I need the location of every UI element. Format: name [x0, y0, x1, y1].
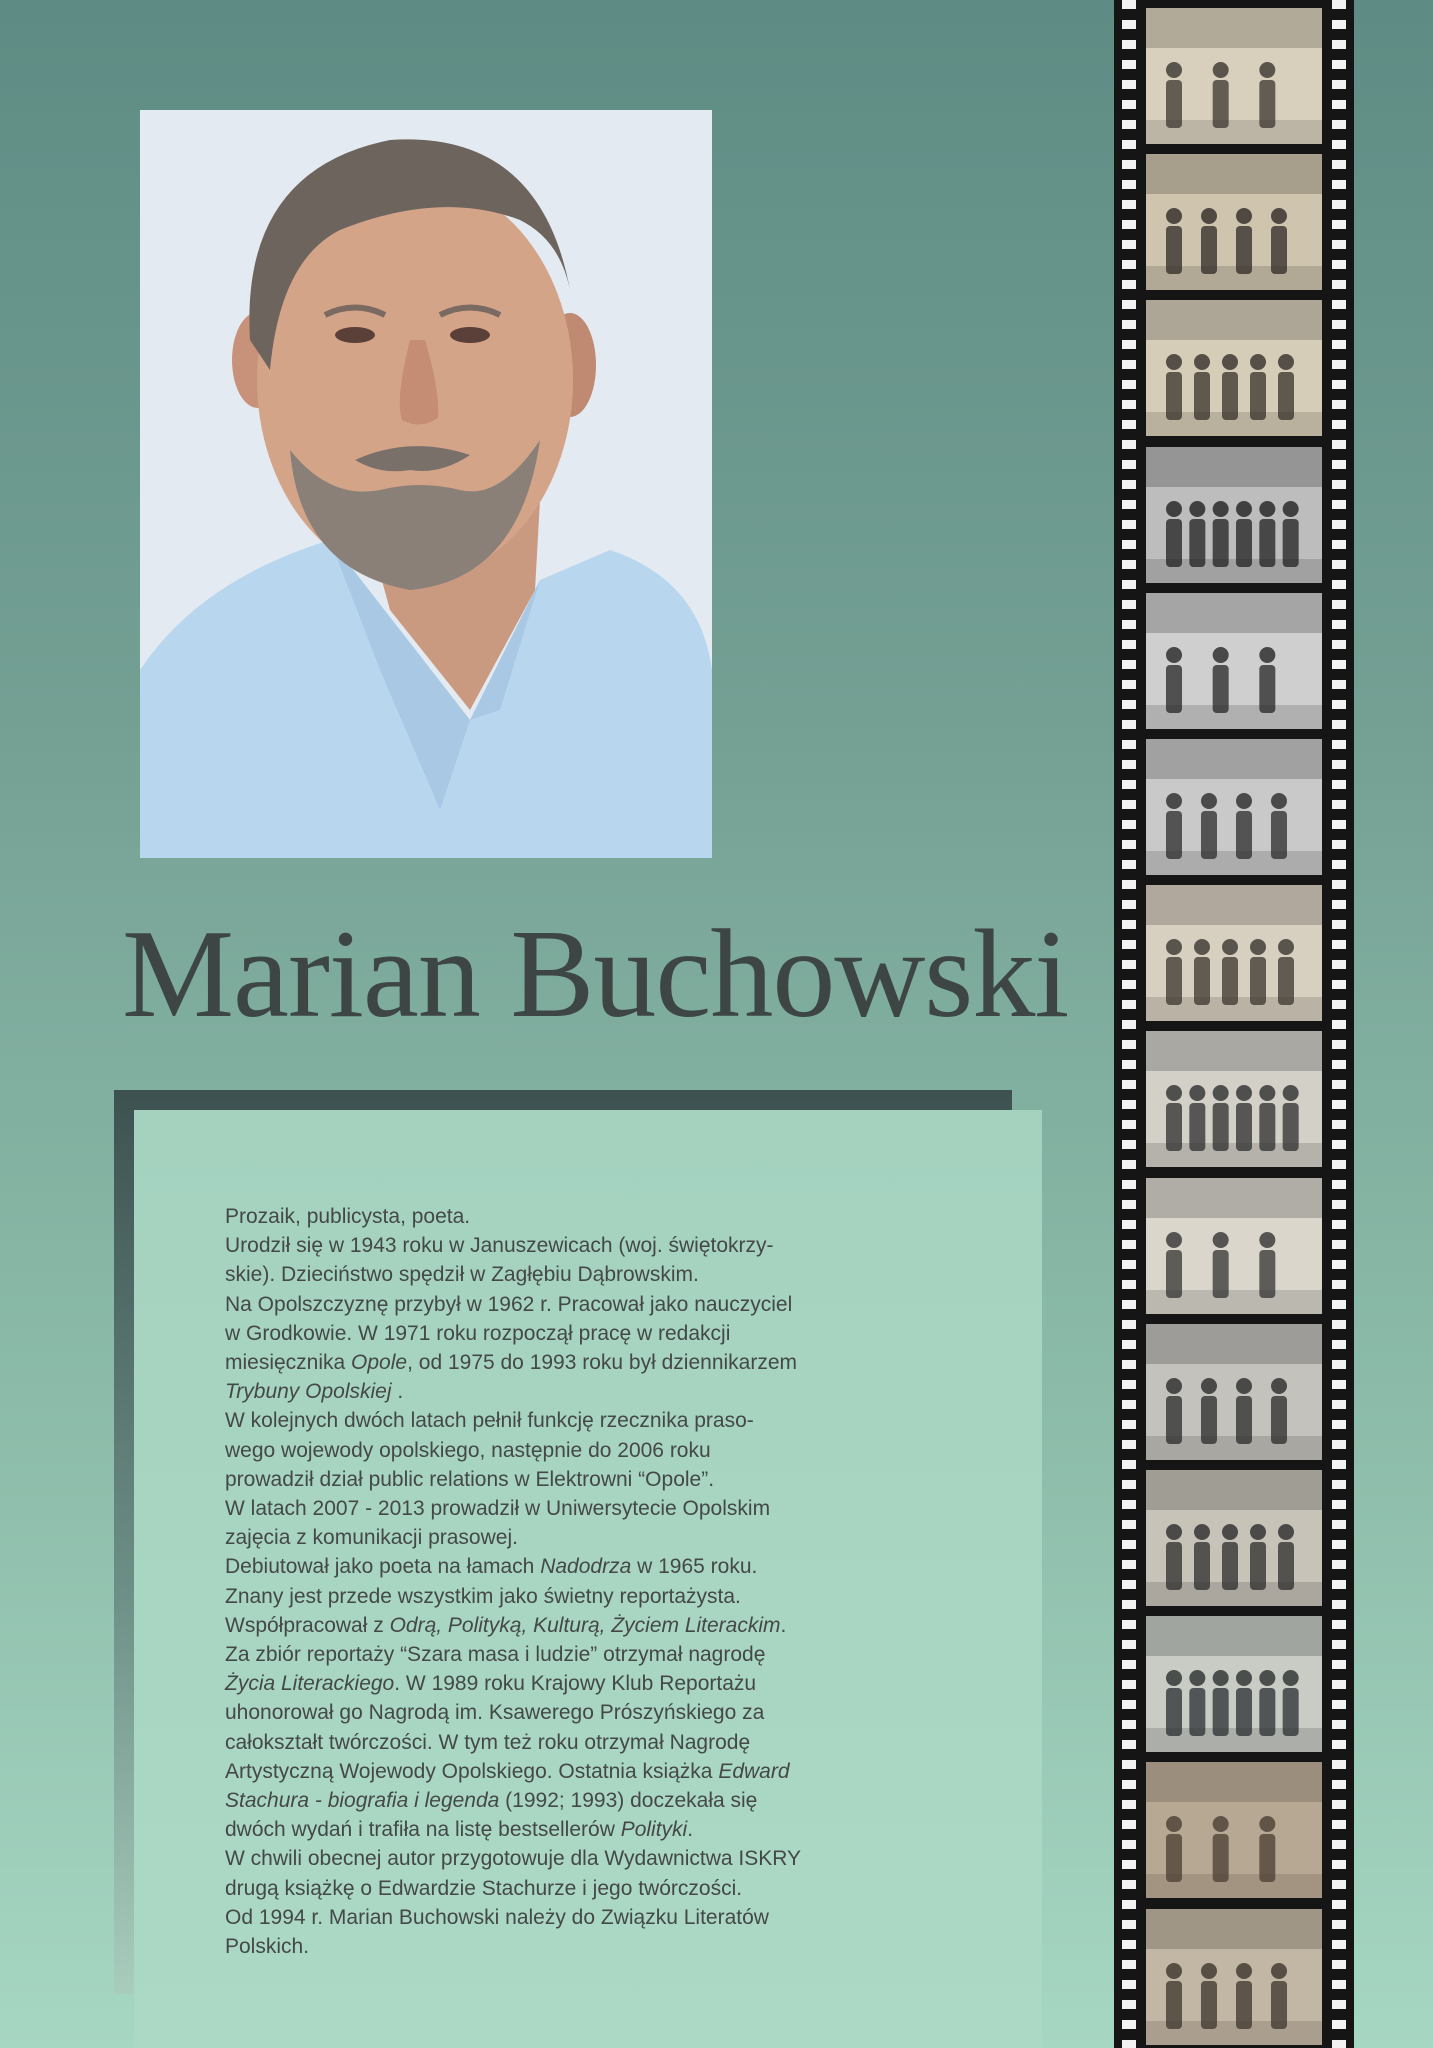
archival-photo-frame	[1146, 593, 1322, 729]
film-perforation-left	[1122, 0, 1136, 2048]
archival-photo-frame	[1146, 1031, 1322, 1167]
bio-line: drugą książkę o Edwardzie Stachurze i jego twórczości.	[225, 1876, 743, 1900]
archival-photo-frame	[1146, 447, 1322, 583]
bio-italic-title: Edward	[718, 1759, 790, 1783]
bio-line: skie). Dzieciństwo spędził w Zagłębiu Dąbrowskim.	[225, 1263, 699, 1287]
film-perforation-right	[1332, 0, 1346, 2048]
bio-line: Urodził się w 1943 roku w Januszewicach (woj. świętokrzy-	[225, 1234, 774, 1258]
bio-text: Artystyczną Wojewody Opolskiego. Ostatnia książka	[225, 1759, 719, 1783]
bio-text: Współpracował z	[225, 1613, 390, 1637]
bio-line: uhonorował go Nagrodą im. Ksawerego Prószyńskiego za	[225, 1701, 765, 1725]
bio-line: Od 1994 r. Marian Buchowski należy do Związku Literatów	[225, 1905, 769, 1929]
archival-photo-frame	[1146, 1616, 1322, 1752]
bio-line: W kolejnych dwóch latach pełnił funkcję rzecznika praso-	[225, 1409, 754, 1433]
bio-italic-title: Opole	[351, 1351, 408, 1375]
bio-italic-title: Stachura - biografia i legenda	[225, 1789, 500, 1813]
bio-text: . W 1989 roku Krajowy Klub Reportażu	[394, 1672, 757, 1696]
archival-photo-frame	[1146, 1324, 1322, 1460]
bio-line: Na Opolszczyznę przybył w 1962 r. Pracował jako nauczyciel	[225, 1292, 793, 1316]
bio-line	[225, 1669, 945, 1698]
bio-line: Polskich.	[225, 1935, 310, 1959]
archival-photo-frame	[1146, 300, 1322, 436]
bio-line	[225, 1348, 945, 1377]
bio-line	[225, 1786, 945, 1815]
bio-line: Znany jest przede wszystkim jako świetny reportażysta.	[225, 1584, 741, 1608]
bio-line: W latach 2007 - 2013 prowadził w Uniwersytecie Opolskim	[225, 1497, 771, 1521]
bio-line: zajęcia z komunikacji prasowej.	[225, 1526, 518, 1550]
archival-photo-frame	[1146, 885, 1322, 1021]
bio-italic-title: Polityki	[620, 1818, 688, 1842]
bio-line: wego wojewody opolskiego, następnie do 2006 roku	[225, 1438, 711, 1462]
bio-italic-title: Życia Literackiego	[225, 1672, 395, 1696]
bio-line	[225, 1552, 945, 1581]
archival-photo-frame	[1146, 1470, 1322, 1606]
archival-photo-frame	[1146, 8, 1322, 144]
bio-line: Prozaik, publicysta, poeta.	[225, 1205, 471, 1228]
bio-italic-title: Odrą, Polityką, Kulturą, Życiem Literackim	[389, 1613, 781, 1637]
archival-photo-frame	[1146, 1762, 1322, 1898]
film-strip	[1114, 0, 1354, 2048]
biography-text	[225, 1202, 945, 1961]
archival-photo-frame	[1146, 1178, 1322, 1314]
bio-line	[225, 1757, 945, 1786]
bio-text: miesięcznika	[225, 1351, 352, 1375]
bio-text: .	[780, 1613, 787, 1637]
bio-line: w Grodkowie. W 1971 roku rozpoczął pracę w redakcji	[225, 1321, 731, 1345]
bio-italic-title: Trybuny Opolskiej	[225, 1380, 392, 1404]
bio-italic-title: Nadodrza	[540, 1555, 632, 1579]
bio-line: Za zbiór reportaży “Szara masa i ludzie” otrzymał nagrodę	[225, 1643, 766, 1667]
bio-line: całokształt twórczości. W tym też roku otrzymał Nagrodę	[225, 1730, 751, 1754]
bio-line	[225, 1611, 945, 1640]
bio-line: prowadził dział public relations w Elektrowni “Opole”.	[225, 1467, 715, 1491]
bio-text: Debiutował jako poeta na łamach	[225, 1555, 541, 1579]
bio-text: , od 1975 do 1993 roku był dziennikarzem	[407, 1351, 798, 1375]
bio-text: (1992; 1993) doczekała się	[499, 1789, 758, 1813]
archival-photo-frame	[1146, 739, 1322, 875]
bio-line	[225, 1815, 945, 1844]
bio-line	[225, 1377, 945, 1406]
bio-line: W chwili obecnej autor przygotowuje dla Wydawnictwa ISKRY	[225, 1847, 802, 1871]
author-name-title: Marian Buchowski	[122, 905, 1069, 1044]
bio-text: .	[391, 1380, 404, 1404]
bio-text: w 1965 roku.	[631, 1555, 758, 1579]
bio-text: dwóch wydań i trafiła na listę bestsellerów	[225, 1818, 621, 1842]
archival-photo-frame	[1146, 1909, 1322, 2045]
archival-photo-frame	[1146, 154, 1322, 290]
author-portrait-photo	[140, 110, 712, 858]
bio-text: .	[687, 1818, 694, 1842]
